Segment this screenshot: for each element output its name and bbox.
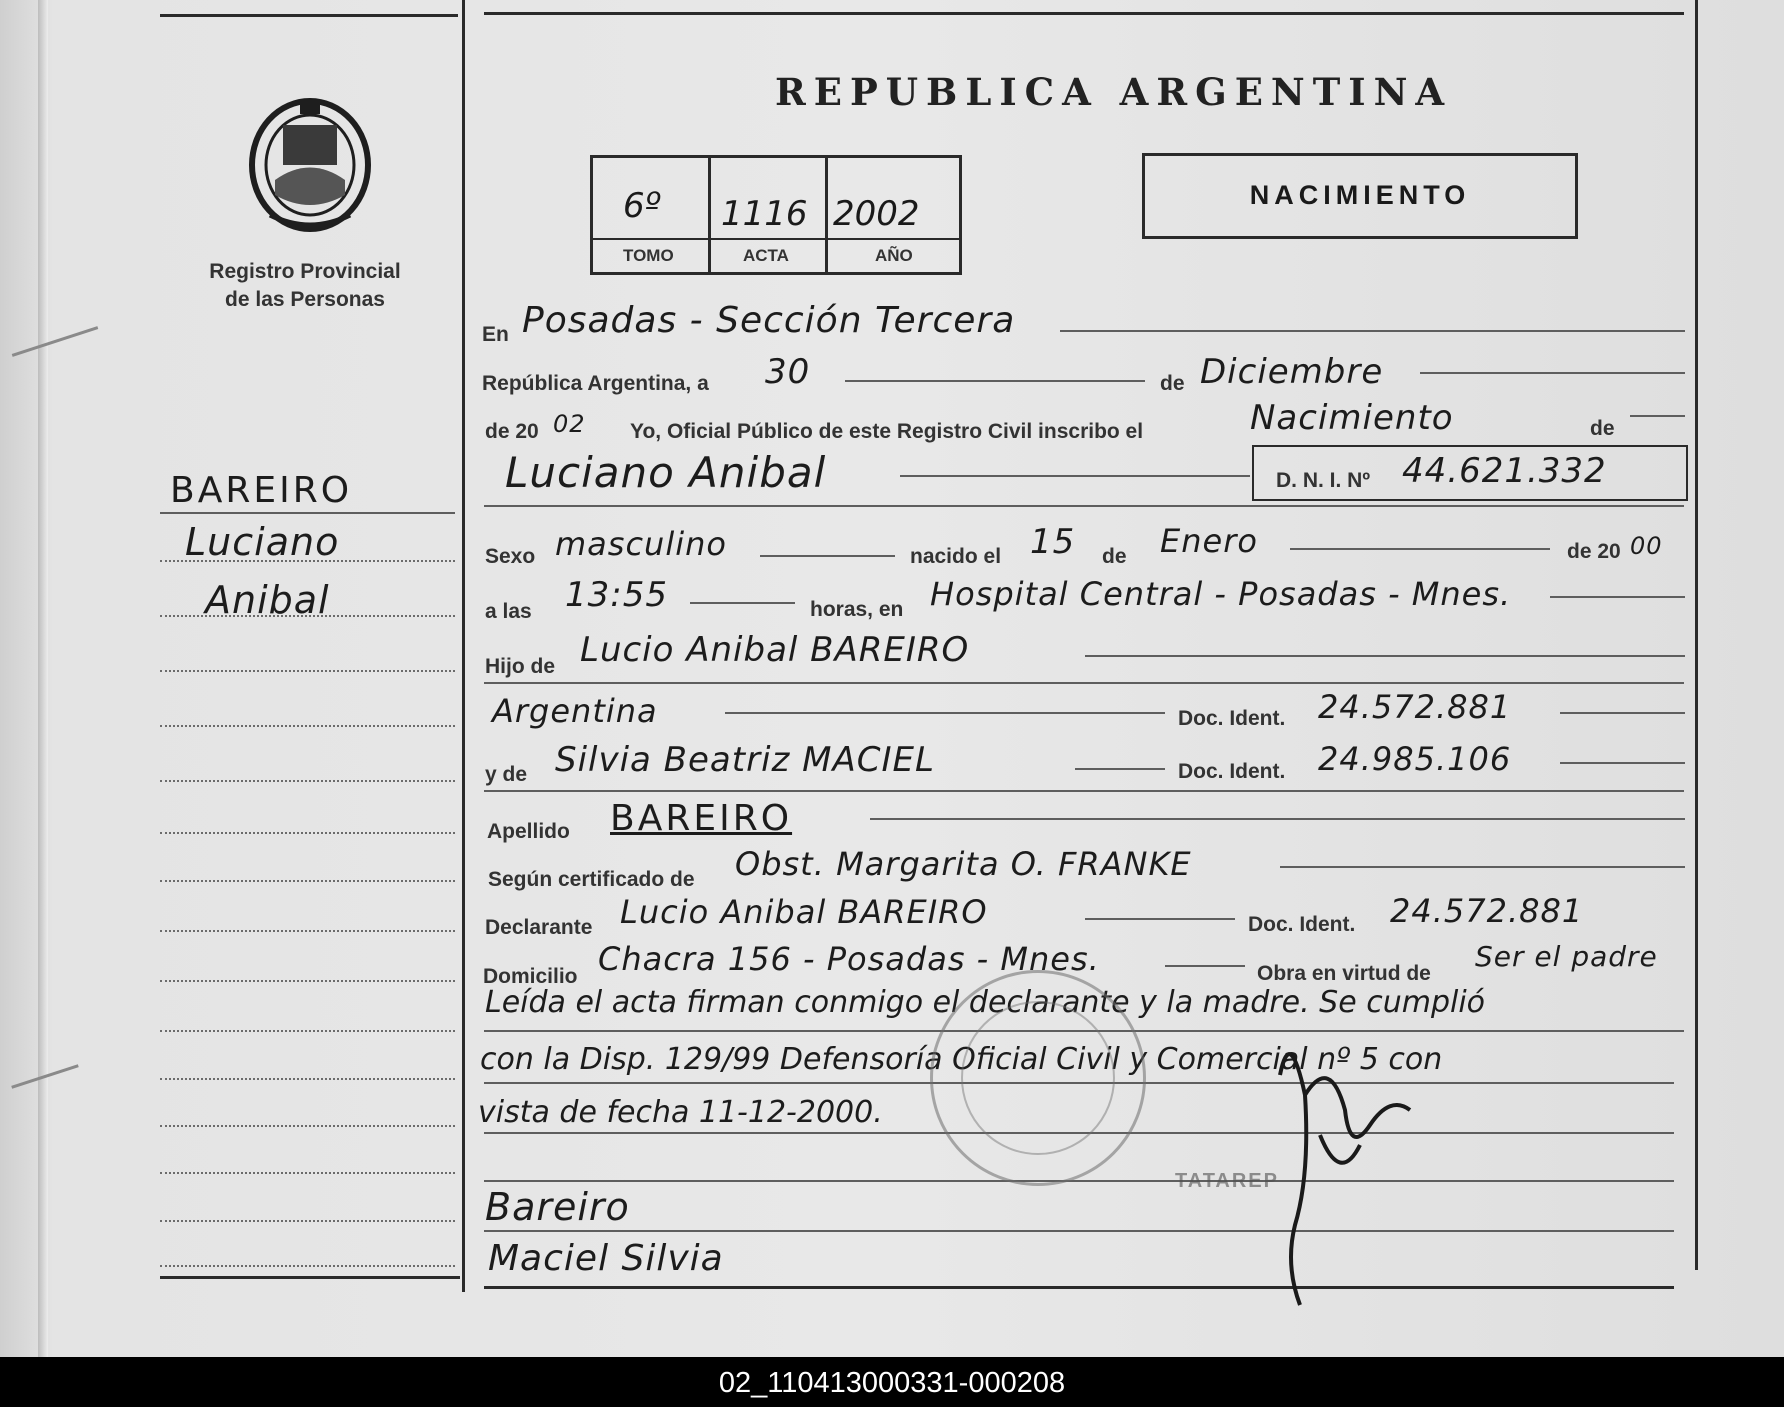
page-title: REPUBLICA ARGENTINA: [775, 70, 1453, 114]
nationality-rule: [725, 712, 1165, 714]
certificate-value: Obst. Margarita O. FRANKE: [735, 845, 1192, 883]
mother-name: Silvia Beatriz MACIEL: [555, 740, 935, 780]
margin-dotted-line: [160, 1220, 455, 1222]
provincial-crest-icon: [245, 95, 375, 240]
notes-line-2: con la Disp. 129/99 Defensoría Oficial Civil y Comercial nº 5 con: [480, 1042, 1443, 1077]
place-value: Posadas - Sección Tercera: [522, 300, 1016, 341]
place-rule: [1060, 330, 1685, 332]
reference-divider: [825, 158, 828, 272]
horas-label: horas, en: [810, 598, 904, 621]
ano-value: 2002: [833, 194, 920, 234]
margin-dotted-line: [160, 1265, 455, 1267]
birth-month-rule: [1290, 548, 1550, 550]
time-rule: [690, 602, 795, 604]
reference-box: [590, 155, 962, 275]
year-prefix: de 20: [485, 420, 539, 443]
child-name-rule: [900, 475, 1250, 477]
birth-place-rule: [1550, 596, 1685, 598]
margin-dotted-line: [160, 615, 455, 617]
father-doc-rule: [1560, 712, 1685, 714]
margin-dotted-line: [160, 1125, 455, 1127]
margin-given-name-1: Luciano: [185, 520, 340, 564]
hijo-label: Hijo de: [485, 655, 556, 678]
margin-dotted-line: [160, 725, 455, 727]
column-divider: [462, 0, 465, 1292]
notes-rule: [484, 1180, 1674, 1182]
de2-label: de: [1590, 417, 1615, 440]
margin-dotted-line: [160, 1030, 455, 1032]
margin-dotted-line: [160, 780, 455, 782]
margin-dotted-line: [160, 1078, 455, 1080]
event-value: Nacimiento: [1250, 398, 1454, 438]
day-value: 30: [765, 352, 811, 392]
section-rule: [484, 682, 1684, 684]
notes-line-1: Leída el acta firman conmigo el declarante y la madre. Se cumplió: [485, 985, 1486, 1020]
month-value: Diciembre: [1200, 352, 1384, 392]
day-rule: [845, 380, 1145, 382]
official-stamp: TATAREP: [1175, 1170, 1279, 1192]
margin-dotted-line: [160, 1172, 455, 1174]
father-rule: [1085, 655, 1685, 657]
a-las-label: a las: [485, 600, 532, 623]
birth-year-suffix: 00: [1630, 532, 1663, 560]
signature-2: Maciel Silvia: [488, 1238, 724, 1279]
domicilio-value: Chacra 156 - Posadas - Mnes.: [598, 940, 1100, 978]
yo-text: Yo, Oficial Público de este Registro Civil inscribo el: [630, 420, 1144, 443]
signature-1: Bareiro: [485, 1185, 630, 1229]
en-label: En: [482, 323, 509, 346]
top-rule-left: [160, 14, 458, 17]
section-rule: [484, 505, 1684, 507]
record-type: NACIMIENTO: [1249, 180, 1471, 210]
sexo-rule: [760, 555, 895, 557]
declarante-doc: 24.572.881: [1390, 892, 1584, 930]
margin-dotted-line: [160, 832, 455, 834]
official-seal-inner: [961, 1001, 1115, 1155]
margin-dotted-line: [160, 560, 455, 562]
child-name: Luciano Anibal: [505, 448, 827, 497]
margin-dotted-line: [160, 880, 455, 882]
y-de-label: y de: [485, 763, 528, 786]
registry-name-line2: de las Personas: [225, 288, 385, 311]
apellido-value: BAREIRO: [610, 798, 793, 839]
de3-label: de: [1102, 545, 1127, 568]
obra-value: Ser el padre: [1475, 940, 1658, 973]
bottom-rule-right: [484, 1286, 1674, 1289]
binding-stitch: [12, 326, 99, 357]
ano-label: AÑO: [875, 246, 913, 265]
official-seal: [930, 970, 1146, 1186]
apellido-label: Apellido: [487, 820, 570, 843]
tomo-value: 6º: [623, 186, 661, 226]
bottom-rule-left: [160, 1276, 460, 1279]
tomo-label: TOMO: [623, 246, 674, 265]
sexo-value: masculino: [555, 525, 727, 563]
mother-doc-rule: [1560, 762, 1685, 764]
margin-given-name-2: Anibal: [205, 578, 330, 622]
sexo-label: Sexo: [485, 545, 536, 568]
notes-line-3: vista de fecha 11-12-2000.: [478, 1095, 883, 1130]
reference-divider: [708, 158, 711, 272]
time-value: 13:55: [565, 575, 668, 615]
book-fold: [38, 0, 48, 1357]
notes-rule: [484, 1230, 1674, 1232]
month-rule: [1420, 372, 1685, 374]
dni-value: 44.621.332: [1402, 451, 1607, 491]
official-signature-icon: [1250, 1015, 1420, 1320]
event-rule: [1630, 415, 1685, 417]
year-suffix: 02: [553, 410, 586, 438]
domicilio-rule: [1165, 965, 1245, 967]
father-doc-label: Doc. Ident.: [1178, 707, 1286, 730]
document-id: 02_110413000331-000208: [718, 1367, 1066, 1399]
margin-dotted-line: [160, 670, 455, 672]
declarante-name: Lucio Anibal BAREIRO: [620, 893, 988, 931]
reference-divider: [593, 238, 959, 240]
dni-box: [1252, 445, 1688, 501]
margin-surname: BAREIRO: [170, 470, 353, 511]
birth-place: Hospital Central - Posadas - Mnes.: [930, 575, 1512, 613]
father-doc: 24.572.881: [1318, 688, 1512, 726]
segun-label: Según certificado de: [488, 868, 695, 891]
registry-name-line1: Registro Provincial: [209, 260, 401, 283]
right-border: [1695, 0, 1698, 1270]
registry-name: [185, 258, 425, 314]
birth-year-prefix: de 20: [1567, 540, 1621, 563]
margin-dotted-line: [160, 930, 455, 932]
obra-label: Obra en virtud de: [1257, 962, 1431, 985]
mother-rule: [1075, 768, 1165, 770]
margin-dotted-line: [160, 980, 455, 982]
certificate-rule: [1280, 866, 1685, 868]
father-name: Lucio Anibal BAREIRO: [580, 630, 970, 670]
declarante-label: Declarante: [485, 916, 593, 939]
nacido-label: nacido el: [910, 545, 1002, 568]
declarante-doc-label: Doc. Ident.: [1248, 913, 1356, 936]
acta-value: 1116: [721, 194, 808, 234]
mother-doc: 24.985.106: [1318, 740, 1512, 778]
dni-label: D. N. I. Nº: [1276, 469, 1371, 492]
section-rule: [484, 790, 1684, 792]
de-label: de: [1160, 372, 1185, 395]
footer-bar: [0, 1357, 1784, 1407]
top-rule-right: [484, 12, 1684, 15]
record-type-box: [1142, 153, 1578, 239]
birth-month: Enero: [1160, 522, 1258, 560]
apellido-rule: [870, 818, 1685, 820]
mother-doc-label: Doc. Ident.: [1178, 760, 1286, 783]
declarante-rule: [1085, 918, 1235, 920]
margin-rule: [160, 512, 455, 514]
acta-label: ACTA: [743, 246, 789, 265]
father-nationality: Argentina: [492, 692, 658, 730]
republica-label: República Argentina, a: [482, 372, 709, 395]
domicilio-label: Domicilio: [483, 965, 578, 988]
birth-day: 15: [1030, 522, 1076, 562]
